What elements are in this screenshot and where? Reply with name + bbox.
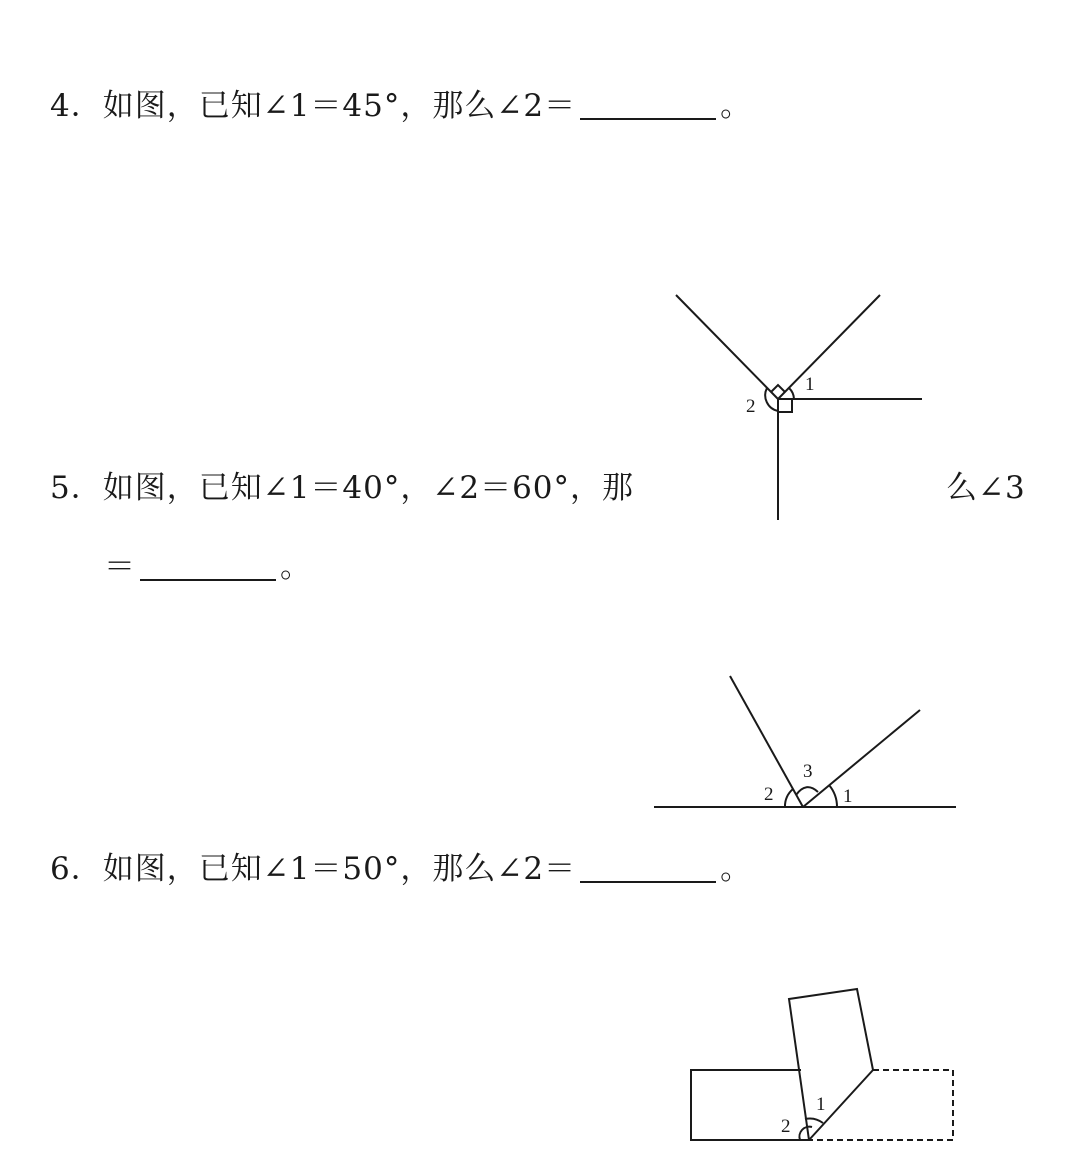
strip-left-part: [691, 1070, 809, 1140]
angle-2-label: 2: [746, 396, 756, 417]
question-text: 如图，已知∠1＝45°，那么∠2＝: [102, 88, 577, 124]
question-number: 6．: [50, 851, 103, 887]
folded-flap: [789, 989, 873, 1140]
angle-1-label: 1: [816, 1094, 826, 1115]
question-equals: ＝: [104, 549, 136, 585]
question-text: 如图，已知∠1＝40°，∠2＝60°，那: [102, 470, 635, 506]
question-text-tail: 么∠3: [946, 470, 1026, 506]
angle-3-label: 3: [803, 761, 813, 782]
angle-1-label: 1: [805, 374, 815, 395]
angle-2-label: 2: [764, 784, 774, 805]
angle-1-arc: [805, 1118, 823, 1123]
question-end: 。: [720, 851, 753, 887]
question-number: 4．: [50, 88, 103, 124]
question-number: 5．: [50, 470, 103, 506]
question-end: 。: [720, 88, 753, 124]
original-position-dashed: [809, 1070, 953, 1140]
angle-2-label: 2: [781, 1116, 791, 1137]
question-end: 。: [280, 549, 312, 585]
angle-1-label: 1: [843, 786, 853, 807]
question-text: 如图，已知∠1＝50°，那么∠2＝: [102, 851, 577, 887]
